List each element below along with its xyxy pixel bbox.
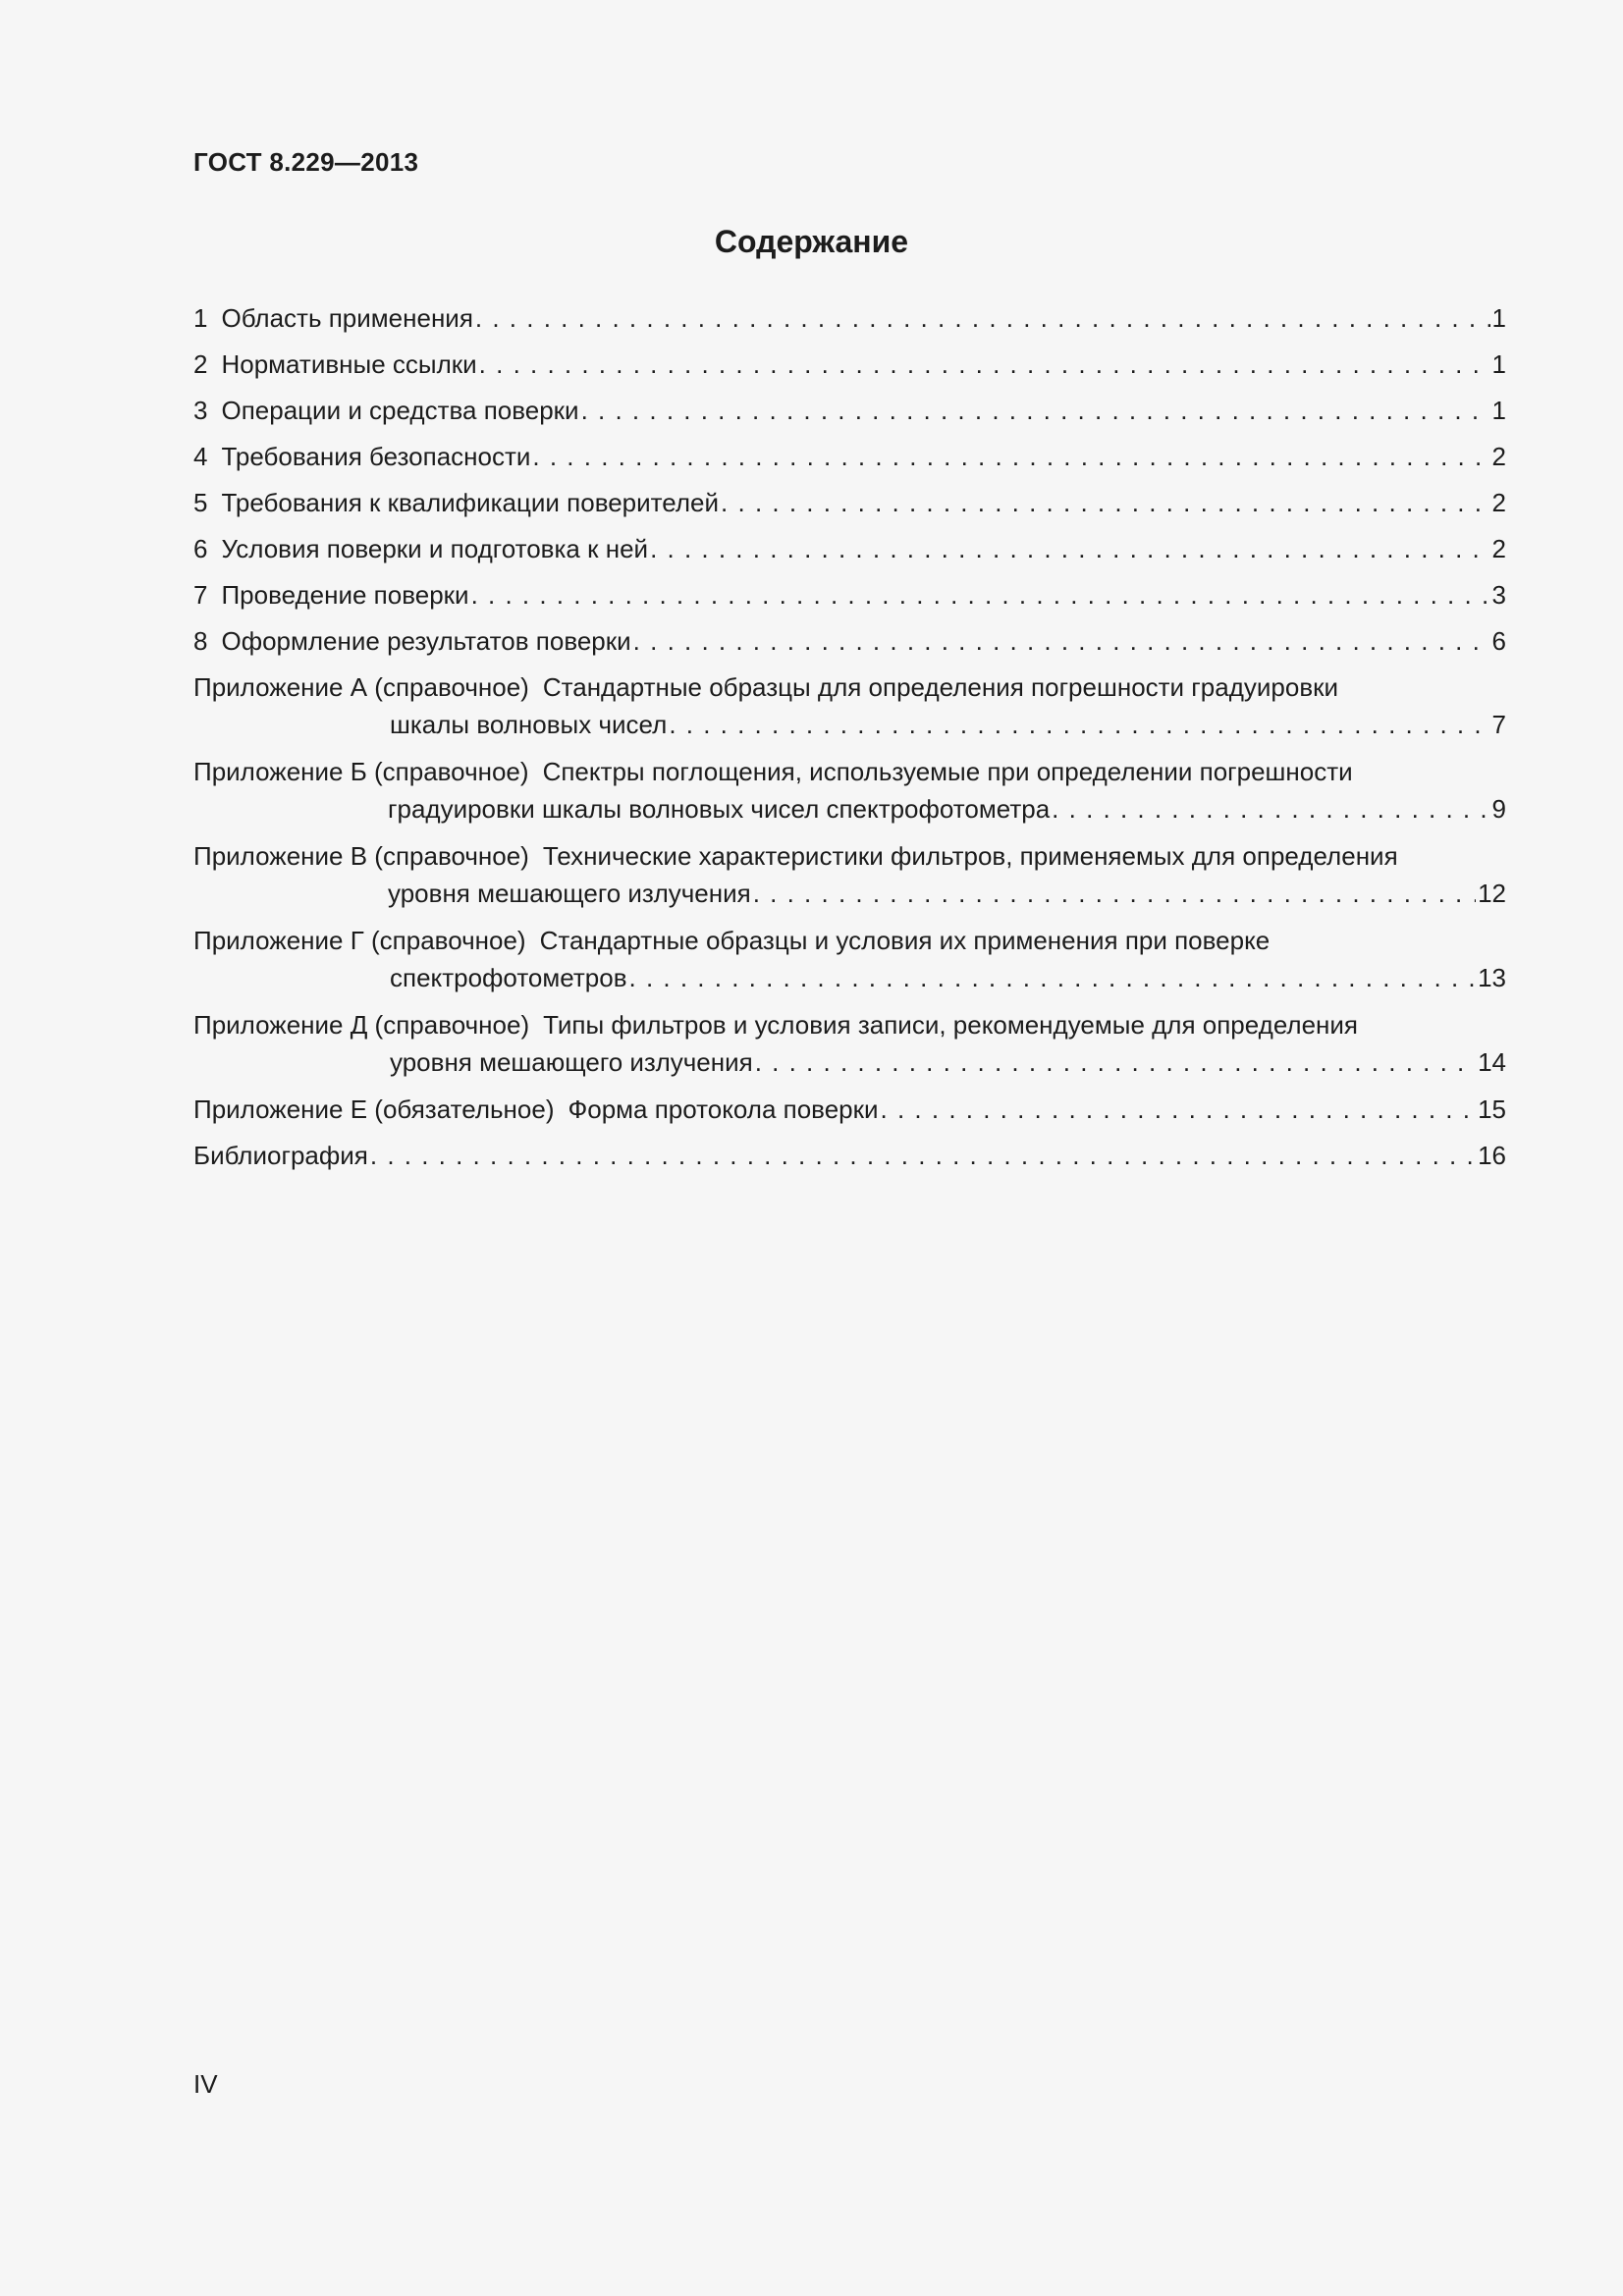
page-reference: 2 [1491, 442, 1506, 471]
leader-dots [479, 346, 1490, 383]
toc-entry-bibliography[interactable] [193, 1137, 1506, 1183]
appendix-title-line2: уровня мешающего излучения [390, 1047, 753, 1077]
page-reference: 2 [1491, 488, 1506, 517]
section-title: Оформление результатов поверки [221, 626, 631, 656]
section-number: 2 [193, 349, 208, 379]
table-of-contents [193, 299, 1506, 1183]
section-number: 8 [193, 626, 208, 656]
section-title: Условия поверки и подготовка к ней [221, 534, 649, 563]
toc-entry-appendix-v[interactable] [193, 837, 1506, 922]
appendix-title-line1: Стандартные образцы и условия их применения при поверке [539, 926, 1271, 955]
toc-entry-section-2[interactable] [193, 346, 1506, 392]
leader-dots [370, 1137, 1476, 1174]
page-reference: 1 [1491, 396, 1506, 425]
leader-dots [650, 530, 1489, 567]
page-reference: 7 [1491, 710, 1506, 739]
appendix-title-line2: спектрофотометров [390, 963, 627, 992]
appendix-label: Приложение Д (справочное) [193, 1010, 530, 1040]
section-title: Требования к квалификации поверителей [221, 488, 720, 517]
section-title: Нормативные ссылки [221, 349, 477, 379]
toc-entry-appendix-e[interactable] [193, 1091, 1506, 1137]
toc-entry-section-6[interactable] [193, 530, 1506, 576]
page-reference: 9 [1491, 794, 1506, 824]
appendix-title-line2: уровня мешающего излучения [388, 879, 751, 908]
appendix-label: Приложение А (справочное) [193, 672, 529, 702]
page-reference: 3 [1491, 580, 1506, 610]
toc-entry-appendix-g[interactable] [193, 922, 1506, 1006]
toc-entry-section-4[interactable] [193, 438, 1506, 484]
leader-dots [669, 706, 1489, 743]
toc-entry-section-7[interactable] [193, 576, 1506, 622]
section-number: 4 [193, 442, 208, 471]
appendix-label: Приложение Б (справочное) [193, 757, 529, 786]
appendix-title-line2: градуировки шкалы волновых чисел спектрофотометра [388, 794, 1051, 824]
leader-dots [753, 875, 1476, 912]
toc-entry-appendix-a[interactable] [193, 668, 1506, 753]
toc-entry-section-8[interactable] [193, 622, 1506, 668]
section-title: Операции и средства поверки [221, 396, 579, 425]
toc-entry-section-5[interactable] [193, 484, 1506, 530]
page-number: IV [193, 2069, 218, 2099]
leader-dots [532, 438, 1489, 475]
leader-dots [633, 622, 1490, 660]
leader-dots [881, 1091, 1477, 1128]
leader-dots [471, 576, 1490, 614]
toc-entry-section-3[interactable] [193, 392, 1506, 438]
page-reference: 12 [1478, 879, 1506, 908]
section-number: 7 [193, 580, 208, 610]
appendix-label: Приложение В (справочное) [193, 841, 529, 871]
page-reference: 15 [1478, 1095, 1506, 1124]
appendix-label: Приложение Е (обязательное) [193, 1095, 555, 1124]
page-reference: 14 [1478, 1047, 1506, 1077]
page-reference: 1 [1491, 303, 1506, 333]
appendix-title-line1: Типы фильтров и условия записи, рекомендуемые для определения [543, 1010, 1359, 1040]
leader-dots [755, 1043, 1476, 1081]
toc-entry-appendix-b[interactable] [193, 753, 1506, 837]
appendix-label: Приложение Г (справочное) [193, 926, 526, 955]
appendix-title-line1: Стандартные образцы для определения погрешности градуировки [542, 672, 1339, 702]
page-reference: 13 [1478, 963, 1506, 992]
appendix-title-line1: Технические характеристики фильтров, применяемых для определения [542, 841, 1398, 871]
bibliography-title: Библиография [193, 1141, 368, 1170]
page-reference: 1 [1491, 349, 1506, 379]
section-title: Требования безопасности [221, 442, 531, 471]
section-number: 1 [193, 303, 208, 333]
page-reference: 2 [1491, 534, 1506, 563]
toc-entry-section-1[interactable] [193, 299, 1506, 346]
toc-title: Содержание [714, 224, 909, 259]
appendix-title-line1: Спектры поглощения, используемые при определении погрешности [542, 757, 1353, 786]
page-reference: 16 [1478, 1141, 1506, 1170]
appendix-title-line2: шкалы волновых чисел [390, 710, 668, 739]
appendix-title: Форма протокола поверки [568, 1095, 879, 1124]
document-code: ГОСТ 8.229—2013 [193, 147, 419, 177]
toc-entry-appendix-d[interactable] [193, 1006, 1506, 1091]
section-number: 6 [193, 534, 208, 563]
page-reference: 6 [1491, 626, 1506, 656]
section-title: Проведение поверки [221, 580, 469, 610]
leader-dots [581, 392, 1490, 429]
section-title: Область применения [221, 303, 473, 333]
section-number: 5 [193, 488, 208, 517]
leader-dots [721, 484, 1489, 521]
section-number: 3 [193, 396, 208, 425]
leader-dots [629, 959, 1477, 996]
leader-dots [1052, 790, 1489, 828]
leader-dots [475, 299, 1490, 337]
